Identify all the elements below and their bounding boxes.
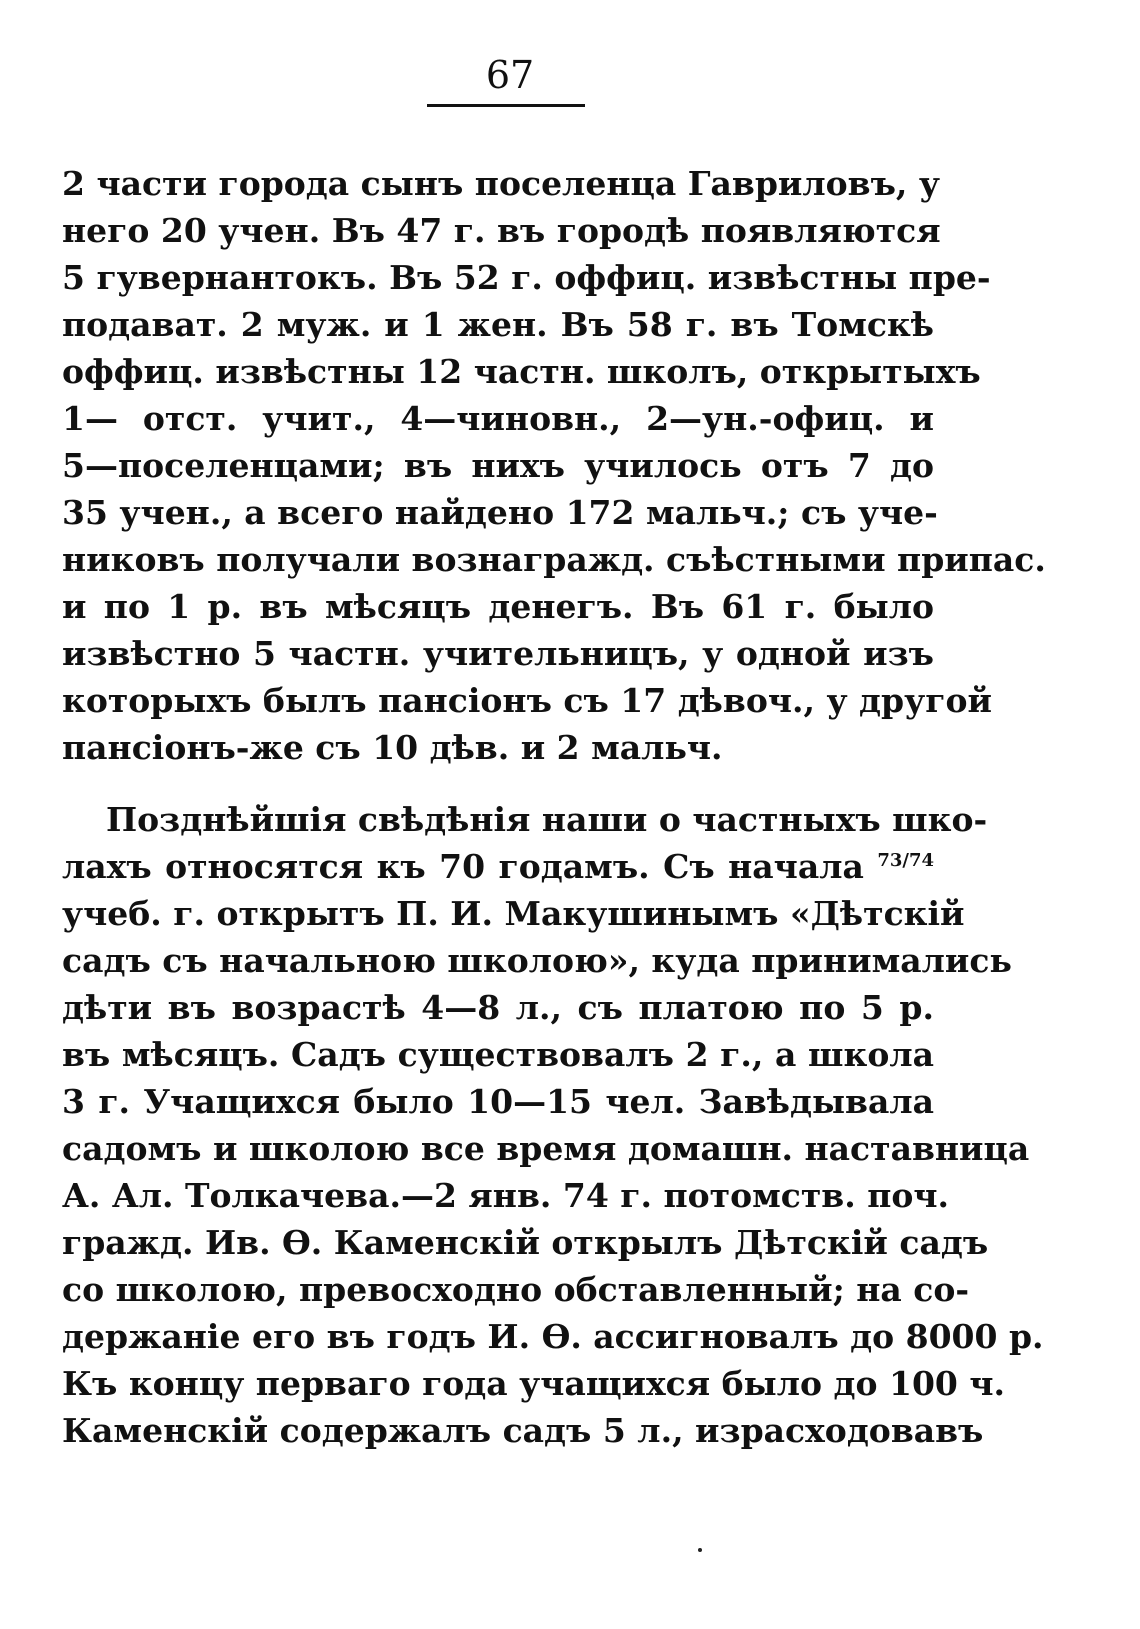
paragraph-2 <box>62 796 1044 1454</box>
text-line: 3 г. Учащихся было 10—15 чел. Завѣдывала <box>62 1082 934 1121</box>
ink-speck <box>698 1548 702 1552</box>
text-line: извѣстно 5 частн. учительницъ, у одной изъ <box>62 634 934 673</box>
text-line: 5—поселенцами; въ нихъ училось отъ 7 до <box>62 446 934 485</box>
header-rule <box>427 104 585 107</box>
text-line: дѣти въ возрастѣ 4—8 л., съ платою по 5 р. <box>62 988 934 1027</box>
text-line: Позднѣйшія свѣдѣнія наши о частныхъ шко- <box>106 800 988 839</box>
text-line: 2 части города сынъ поселенца Гавриловъ, у <box>62 164 940 203</box>
text-line: Къ концу перваго года учащихся было до 100 ч. <box>62 1364 1006 1403</box>
text-line-with-year <box>62 843 934 890</box>
text-line: держаніе его въ годъ И. Ѳ. ассигновалъ до 8000 р. <box>62 1317 1044 1356</box>
text-line-part: лахъ относятся къ 70 годамъ. Съ начала <box>62 847 864 886</box>
text-line: Каменскій содержалъ садъ 5 л., израсходовавъ <box>62 1411 984 1450</box>
text-line: подават. 2 муж. и 1 жен. Въ 58 г. въ Томскѣ <box>62 305 934 344</box>
text-line: со школою, превосходно обставленный; на со- <box>62 1270 970 1309</box>
superscript-year: 73/74 <box>877 850 934 871</box>
text-line: и по 1 р. въ мѣсяцъ денегъ. Въ 61 г. было <box>62 587 934 626</box>
page-number: 67 <box>485 53 535 97</box>
text-line: А. Ал. Толкачева.—2 янв. 74 г. потомств. поч. <box>62 1176 950 1215</box>
text-line: никовъ получали вознагражд. съѣстными припас. <box>62 540 1046 579</box>
text-line: въ мѣсяцъ. Садъ существовалъ 2 г., а школа <box>62 1035 934 1074</box>
text-line: садъ съ начальною школою», куда принимались <box>62 941 1012 980</box>
text-line: 5 гувернантокъ. Въ 52 г. оффиц. извѣстны пре- <box>62 258 991 297</box>
text-line: 1— отст. учит., 4—чиновн., 2—ун.-офиц. и <box>62 399 934 438</box>
text-line: 35 учен., а всего найдено 172 мальч.; съ уче- <box>62 493 938 532</box>
paragraph-1 <box>62 160 1046 771</box>
text-line: садомъ и школою все время домашн. наставница <box>62 1129 1030 1168</box>
text-line: него 20 учен. Въ 47 г. въ городѣ появляются <box>62 211 941 250</box>
text-line: оффиц. извѣстны 12 частн. школъ, открытыхъ <box>62 352 981 391</box>
text-line: гражд. Ив. Ѳ. Каменскій открылъ Дѣтскій садъ <box>62 1223 989 1262</box>
text-line: учеб. г. открытъ П. И. Макушинымъ «Дѣтскій <box>62 894 965 933</box>
text-line: пансіонъ-же съ 10 дѣв. и 2 мальч. <box>62 728 723 767</box>
text-line: которыхъ былъ пансіонъ съ 17 дѣвоч., у другой <box>62 681 992 720</box>
